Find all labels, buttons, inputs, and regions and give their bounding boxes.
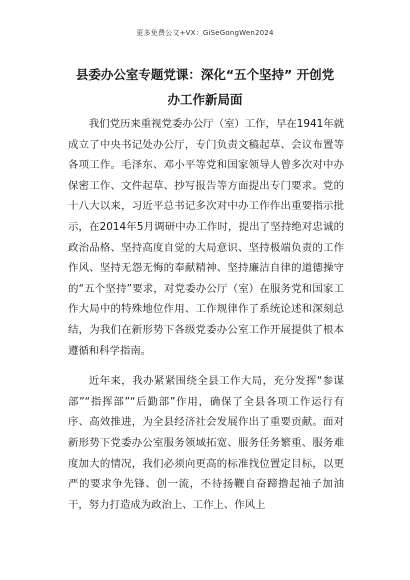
document-title: 县委办公室专题党课：深化“五个坚持” 开创党办工作新局面 bbox=[75, 67, 335, 107]
document-body bbox=[68, 114, 344, 525]
page-header-note: 更多免费公文+VX：GiSeGongWen2024 bbox=[136, 29, 274, 37]
body-paragraph-2: 近年来，我办紧紧围绕全县工作大局，充分发挥“参谋部”“指挥部”“后勤部”作用，确保了全县各项工作运行有序、高效推进，为全县经济社会发展作出了重要贡献。面对新形势下党委办公室服务领域拓宽、服务任务繁重、服务难度加大的情况，我们必须向更高的标准找位置定目标，以更严的要求争先锋、创一流，不待扬鞭自奋蹄撸起袖子加油干，努力打造成为政治上、工作上、作风上 bbox=[68, 375, 344, 511]
body-paragraph-1: 我们党历来重视党委办公厅（室）工作，早在1941年就成立了中央书记处办公厅，专门负责文稿起草、会议布置等各项工作。毛泽东、邓小平等党和国家领导人曾多次对中办保密工作、文件起草、抄写报告等方面提出专门要求。党的十八大以来，习近平总书记多次对中办工作作出重要指示批示，在2014年5月调研中办工作时，提出了坚持绝对忠诚的政治品格、坚持高度自觉的大局意识、坚持极端负责的工作作风、坚持无怨无悔的奉献精神、坚持廉洁自律的道德操守的“五个坚持”要求，对党委办公厅（室）在服务党和国家工作大局中的特殊地位作用、工作规律作了系统论述和深刻总结，为我们在新形势下各级党委办公室工作开展提供了根本遵循和科学指南。 bbox=[68, 118, 344, 357]
